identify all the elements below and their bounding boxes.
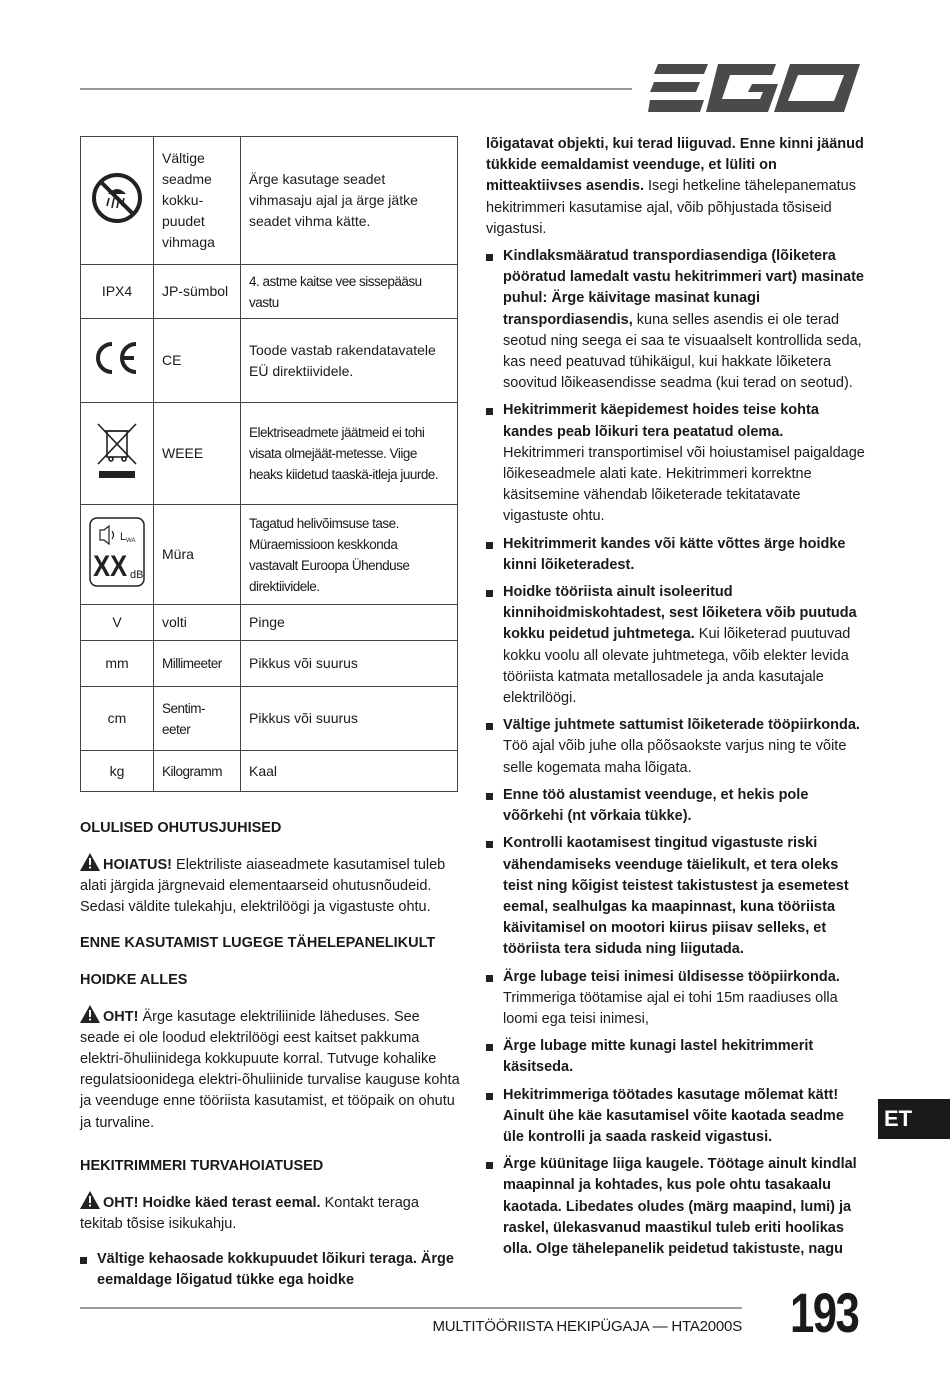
svg-text:L: L	[120, 530, 127, 543]
symbol-name: Sentim-eeter	[154, 687, 241, 751]
list-item-bold: Vältige juhtmete sattumist lõiketerade tööpiirkonda.	[503, 717, 860, 734]
symbol-meaning: Pikkus või suurus	[241, 641, 458, 687]
footer-title: MULTITÖÖRIISTA HEKIPÜGAJA — HTA2000S	[432, 1318, 742, 1335]
ce-mark-icon	[92, 341, 142, 375]
symbol-name: Millimeeter	[154, 641, 241, 687]
noise-level-unit: dB	[130, 568, 144, 581]
list-item-bold: Enne töö alustamist veenduge, et hekis pole võõrkehi (nt võrkaia tükke).	[503, 786, 809, 825]
footer-rule	[80, 1307, 742, 1309]
danger-label: OHT!	[103, 1008, 139, 1025]
list-item	[486, 1036, 866, 1078]
list-item-bold: Hekitrimmerit kandes või kätte võttes ärge hoidke kinni lõiketeradest.	[503, 535, 846, 573]
symbol-meaning: Ärge kasutage seadet vihmasaju ajal ja ärge jätke seadet vihma kätte.	[241, 137, 458, 265]
table-row	[81, 403, 458, 505]
list-item-bold: Ärge lubage mitte kunagi lastel hekitrimmerit käsitseda.	[503, 1038, 814, 1076]
list-item-text: Töö ajal võib juhe olla põõsaokste varjus ning te võite selle kogemata maha lõigata.	[503, 738, 847, 776]
symbol-meaning: Pikkus või suurus	[241, 687, 458, 751]
symbol-cell: cm	[81, 687, 154, 751]
continued-paragraph	[486, 134, 866, 240]
symbol-cell	[81, 505, 154, 605]
list-item-bold: Ärge lubage teisi inimesi üldisesse tööpiirkonda.	[503, 968, 840, 985]
warning-triangle-icon	[80, 853, 100, 871]
table-row	[81, 265, 458, 319]
list-item-text: kuna selles asendis ei ole terad seotud ning seega ei saa te visuaalselt kontrollida seda, kas need peatuvad tühikäigul, kui hakkate lõiketera soovitud lõikeasendisse seadma (kui terad on seotud).	[503, 311, 862, 392]
noise-level-value: XX	[93, 548, 128, 582]
header-rule	[80, 88, 632, 90]
svg-text:WA: WA	[126, 537, 136, 544]
list-item	[486, 833, 866, 960]
warning-label: HOIATUS!	[103, 857, 173, 873]
list-item	[486, 400, 866, 527]
symbol-cell: V	[81, 605, 154, 641]
section-heading: HEKITRIMMERI TURVAHOIATUSED	[80, 1157, 324, 1174]
list-item	[486, 785, 866, 827]
list-item-bold: Hekitrimmeriga töötades kasutage mõlemat kätt! Ainult ühe käe kasutamisel võite kaotada seadme üle kontrolli ja saada raskeid vigastusi.	[503, 1086, 844, 1145]
section-heading: OLULISED OHUTUSJUHISED	[80, 820, 282, 836]
symbol-cell	[81, 137, 154, 265]
list-item	[486, 1154, 866, 1260]
section-heading: HOIDKE ALLES	[80, 971, 188, 988]
symbol-name: Müra	[154, 505, 241, 605]
list-item-text: Hekitrimmeri transportimisel või hoiustamisel paigaldage lõikeseadmele alati kate. Hekitrimmeri korrektne käsitsemine vähendab lõiketerade tekitatavate vigastuste ohtu.	[503, 444, 865, 525]
symbol-meaning: Elektriseadmete jäätmeid ei tohi visata olmejäät-metesse. Viige heaks kiidetud taaskä-itleja juurde.	[241, 403, 458, 505]
bullet-list	[80, 1249, 462, 1291]
page-number: 193	[790, 1281, 859, 1344]
symbol-meaning: Kaal	[241, 751, 458, 792]
bullet-list	[486, 246, 866, 1260]
table-row	[81, 505, 458, 605]
list-item-bold: Hekitrimmerit käepidemest hoides teise kohta kandes peab lõikuri tera peatatud olema.	[503, 402, 819, 440]
warning-text: Elektriliste aiaseadmete kasutamisel tuleb alati järgida järgnevaid elementaarseid ohutusnõudeid. Sedasi väldite tulekahju, elektrilöögi ja vigastuste ohtu.	[80, 857, 446, 916]
table-row	[81, 319, 458, 403]
language-tab: ET	[878, 1099, 950, 1139]
list-item-text: Kui lõiketerad puutuvad kokku voolu all olevate juhtmetega, võib elekter levida tööriista katmata metallosadele ja anda kasutajale elektrilöögi.	[503, 626, 851, 707]
symbols-table	[80, 136, 458, 792]
warning-triangle-icon	[80, 1005, 100, 1023]
table-row	[81, 137, 458, 265]
symbol-meaning: Pinge	[241, 605, 458, 641]
table-row	[81, 641, 458, 687]
list-item	[486, 1085, 866, 1149]
noise-level-icon	[88, 516, 146, 588]
symbol-meaning: 4. astme kaitse vee sissepääsu vastu	[241, 265, 458, 319]
list-item	[486, 967, 866, 1031]
list-item-bold: Kontrolli kaotamisest tingitud vigastuste riski vähendamiseks veenduge täielikult, et tera oleks teist ning kõigist teistest takistustest ja esemetest eemal, sealhulgas ka maapinnast, kuna tööriista käivitamisel on mootori kiirus piisav selleks, et tööriista tera siduda ning liigutada.	[503, 835, 849, 958]
symbol-cell: mm	[81, 641, 154, 687]
list-item-bold: Kindlaksmääratud transpordiasendiga (lõiketera pööratud lamedalt vastu hekitrimmeri vart) masinate puhul: Ärge käivitage masinat kunagi transpordiasendis,	[503, 248, 864, 328]
weee-bin-icon	[95, 421, 139, 481]
symbol-name: Vältige seadme kokku-puudet vihmaga	[154, 137, 241, 265]
warning-triangle-icon	[80, 1191, 100, 1209]
ego-logo	[648, 62, 863, 114]
left-column	[80, 818, 462, 1292]
symbol-name: volti	[154, 605, 241, 641]
danger-paragraph	[80, 1005, 462, 1134]
symbol-cell: IPX4	[81, 265, 154, 319]
symbol-name: CE	[154, 319, 241, 403]
symbol-meaning: Toode vastab rakendatavatele EÜ direktiividele.	[241, 319, 458, 403]
list-item-text: Trimmeriga töötamise ajal ei tohi 15m raadiuses olla loomi ega teisi inimesi,	[503, 989, 838, 1027]
list-item-bold: Hoidke tööriista ainult isoleeritud kinnihoidmiskohtadest, sest lõiketera võib puutuda kokku peidetud juhtmetega.	[503, 584, 857, 643]
list-item	[486, 582, 866, 709]
symbol-cell: kg	[81, 751, 154, 792]
list-item-bold: Ärge küünitage liiga kaugele. Töötage ainult kindlal maapinnal ja kohtades, kus pole ohtu tasakaalu kaotada. Libedates oludes (märg maapind, lumi) ja raskel, ülekasvanud maastikul tuleb eriti hoolikas olla. Olge tähelepanelik peidetud takistuste, nagu	[503, 1156, 857, 1257]
table-row	[81, 751, 458, 792]
right-column	[486, 134, 866, 1260]
list-item	[486, 246, 866, 394]
continued-text: Isegi hetkeline tähelepanematus hekitrimmeri kasutamise ajal, võib põhjustada tõsiseid vigastusi.	[486, 178, 856, 237]
danger-paragraph	[80, 1191, 462, 1235]
list-item	[486, 534, 866, 576]
symbol-cell	[81, 403, 154, 505]
danger-label: OHT!	[103, 1194, 139, 1211]
danger-text: Kontakt teraga tekitab tõsise isikukahju.	[80, 1194, 419, 1233]
symbol-cell	[81, 319, 154, 403]
symbol-meaning: Tagatud helivõimsuse tase. Müraemissioon keskkonda vastavalt Euroopa Ühenduse direktiividele.	[241, 505, 458, 605]
no-rain-icon	[91, 172, 143, 224]
section-heading: ENNE KASUTAMIST LUGEGE TÄHELEPANELIKULT	[80, 934, 436, 951]
list-item	[486, 715, 866, 779]
warning-paragraph	[80, 853, 462, 919]
symbol-name: Kilogramm	[154, 751, 241, 792]
table-row	[81, 687, 458, 751]
danger-text: Ärge kasutage elektriliinide läheduses. See seade ei ole loodud elektrilöögi eest kaitset pakkuma elektri-õhuliinidega kokkupuute korral. Tutvuge kohalike regulatsioonidega elektri-õhuliinide turvalise kauguse kohta ja veenduge enne tööriista kasutamist, et tööpaik on ohutu ja turvaline.	[80, 1008, 460, 1131]
symbol-name: JP-sümbol	[154, 265, 241, 319]
symbol-name: WEEE	[154, 403, 241, 505]
list-item: Vältige kehaosade kokkupuudet lõikuri teraga. Ärge eemaldage lõigatud tükke ega hoidke	[80, 1249, 462, 1291]
table-row	[81, 605, 458, 641]
continued-bold: lõigatavat objekti, kui terad liiguvad. Enne kinni jäänud tükkide eemaldamist veenduge, et lüliti on mitteaktiivses asendis.	[486, 136, 864, 195]
danger-bold-text: Hoidke käed terast eemal.	[138, 1194, 321, 1211]
